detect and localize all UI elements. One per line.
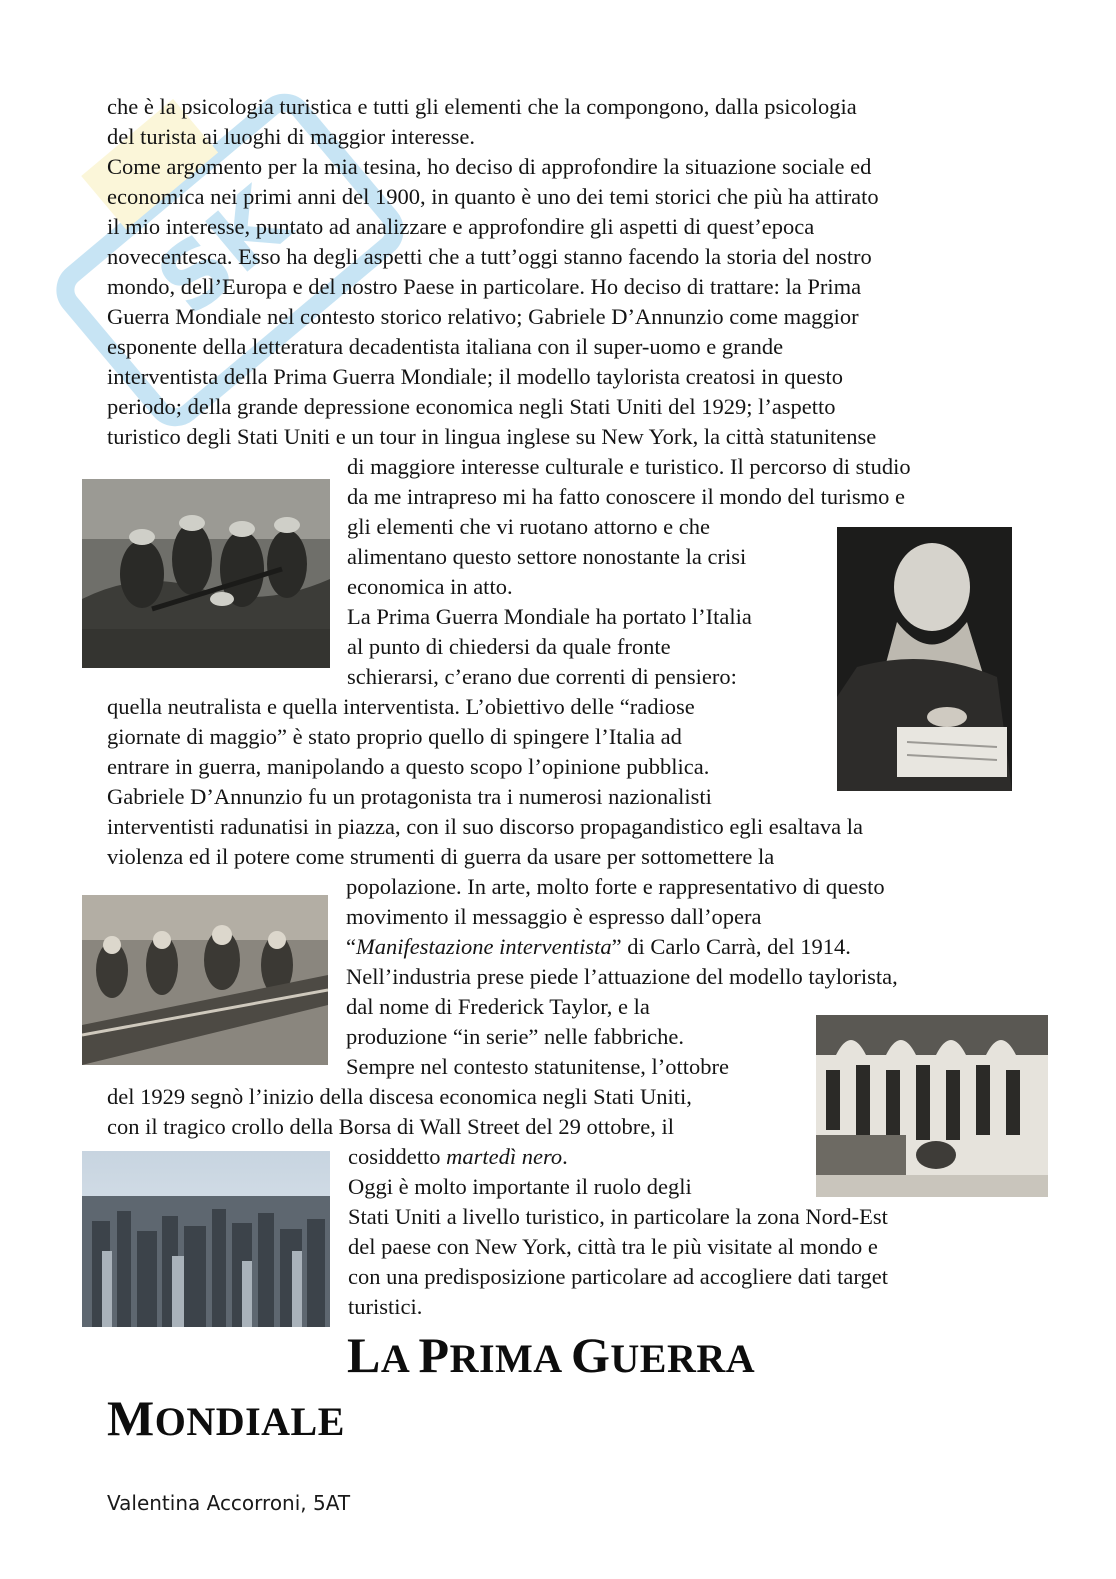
- text-line: violenza ed il potere come strumenti di guerra da usare per sottomettere la: [107, 844, 775, 869]
- text-line: del 1929 segnò l’inizio della discesa economica negli Stati Uniti,: [107, 1084, 692, 1109]
- text-line: esponente della letteratura decadentista italiana con il super-uomo e grande: [107, 334, 784, 359]
- text-line: Guerra Mondiale nel contesto storico relativo; Gabriele D’Annunzio come maggior: [107, 304, 859, 329]
- text-line: schierarsi, c’erano due correnti di pensiero:: [347, 664, 737, 689]
- text-line: il mio interesse, puntato ad analizzare e approfondire gli aspetti di quest’epoca: [107, 214, 815, 239]
- text-line: popolazione. In arte, molto forte e rappresentativo di questo: [346, 874, 885, 899]
- text-line-black-tuesday: cosiddetto martedì nero.: [348, 1144, 568, 1169]
- text-line: movimento il messaggio è espresso dall’opera: [346, 904, 762, 929]
- text-line: Nell’industria prese piede l’attuazione del modello taylorista,: [346, 964, 898, 989]
- svg-text:SK: SK: [137, 168, 309, 336]
- author-footer: Valentina Accorroni, 5AT: [107, 1491, 351, 1515]
- text-line: Gabriele D’Annunzio fu un protagonista tra i numerosi nazionalisti: [107, 784, 712, 809]
- new-york-skyline-photo: [82, 1151, 330, 1327]
- text-line: giornate di maggio” è stato proprio quello di spingere l’Italia ad: [107, 724, 682, 749]
- text-line: economica in atto.: [347, 574, 513, 599]
- text-line: al punto di chiedersi da quale fronte: [347, 634, 671, 659]
- text-line: dal nome di Frederick Taylor, e la: [346, 994, 650, 1019]
- dannunzio-portrait-photo: [837, 527, 1012, 791]
- text-line: economica nei primi anni del 1900, in quanto è uno dei temi storici che più ha attirato: [107, 184, 879, 209]
- text-line-artwork: “Manifestazione interventista” di Carlo Carrà, del 1914.: [346, 934, 851, 959]
- text-line: con il tragico crollo della Borsa di Wall Street del 29 ottobre, il: [107, 1114, 675, 1139]
- ww1-soldiers-photo: [82, 479, 330, 668]
- text-line: di maggiore interesse culturale e turistico. Il percorso di studio: [347, 454, 911, 479]
- text-line: turistici.: [348, 1294, 423, 1319]
- text-line: alimentano questo settore nonostante la crisi: [347, 544, 747, 569]
- text-line: Sempre nel contesto statunitense, l’ottobre: [346, 1054, 730, 1079]
- text-line: interventista della Prima Guerra Mondiale; il modello taylorista creatosi in questo: [107, 364, 844, 389]
- text-line: Oggi è molto importante il ruolo degli: [348, 1174, 692, 1199]
- black-tuesday-term: martedì nero: [446, 1144, 563, 1169]
- text-line: da me intrapreso mi ha fatto conoscere il mondo del turismo e: [347, 484, 905, 509]
- text-line: produzione “in serie” nelle fabbriche.: [346, 1024, 684, 1049]
- text-line: periodo; della grande depressione economica negli Stati Uniti del 1929; l’aspetto: [107, 394, 836, 419]
- text-line: Come argomento per la mia tesina, ho deciso di approfondire la situazione sociale ed: [107, 154, 872, 179]
- text-line: interventisti radunatisi in piazza, con il suo discorso propagandistico egli esaltava la: [107, 814, 864, 839]
- section-heading-line1: LA PRIMA GUERRA: [347, 1327, 756, 1383]
- section-heading-line2: MONDIALE: [107, 1390, 345, 1446]
- text-line: che è la psicologia turistica e tutti gli elementi che la compongono, dalla psicologia: [107, 94, 857, 119]
- text-line: con una predisposizione particolare ad accogliere dati target: [348, 1264, 888, 1289]
- text-line: Stati Uniti a livello turistico, in particolare la zona Nord-Est: [348, 1204, 888, 1229]
- text-line: quella neutralista e quella interventista. L’obiettivo delle “radiose: [107, 694, 695, 719]
- text-line: mondo, dell’Europa e del nostro Paese in particolare. Ho deciso di trattare: la Prima: [107, 274, 862, 299]
- assembly-line-photo: [82, 895, 328, 1065]
- text-line: gli elementi che vi ruotano attorno e che: [347, 514, 710, 539]
- text-line: del paese con New York, città tra le più visitate al mondo e: [348, 1234, 878, 1259]
- depression-breadline-photo: [816, 1015, 1048, 1197]
- text-line: turistico degli Stati Uniti e un tour in lingua inglese su New York, la città statunitense: [107, 424, 877, 449]
- text-line: novecentesca. Esso ha degli aspetti che a tutt’oggi stanno facendo la storia del nostro: [107, 244, 872, 269]
- text-line: del turista ai luoghi di maggior interesse.: [107, 124, 476, 149]
- text-line: La Prima Guerra Mondiale ha portato l’Italia: [347, 604, 752, 629]
- text-line: entrare in guerra, manipolando a questo scopo l’opinione pubblica.: [107, 754, 710, 779]
- artwork-title: Manifestazione interventista: [356, 934, 612, 959]
